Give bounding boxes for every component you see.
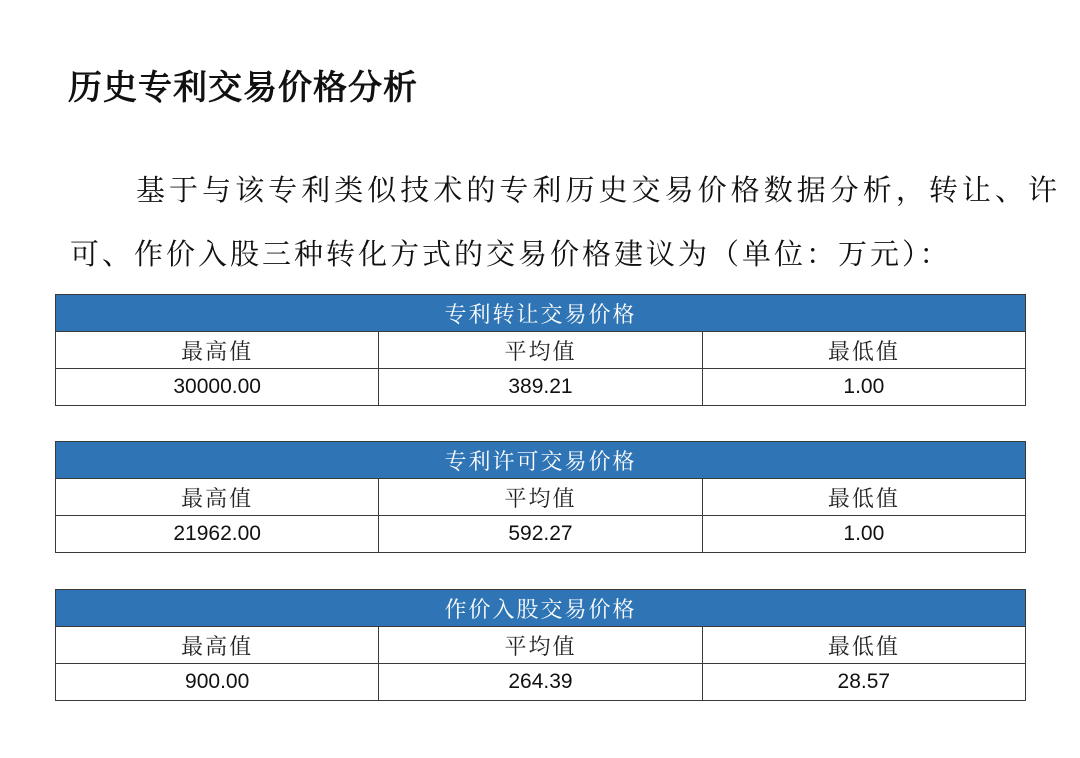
column-header-avg: 平均值 [379,627,702,664]
table-title: 作价入股交易价格 [56,590,1026,627]
page-title: 历史专利交易价格分析 [68,68,418,108]
column-header-max: 最高值 [56,479,379,516]
transfer-price-table [55,294,1026,406]
column-header-min: 最低值 [702,332,1025,369]
max-value: 900.00 [56,664,379,701]
column-header-avg: 平均值 [379,479,702,516]
column-header-max: 最高值 [56,627,379,664]
min-value: 28.57 [702,664,1025,701]
column-header-min: 最低值 [702,479,1025,516]
column-header-avg: 平均值 [379,332,702,369]
min-value: 1.00 [702,516,1025,553]
max-value: 21962.00 [56,516,379,553]
intro-paragraph: 基于与该专利类似技术的专利历史交易价格数据分析，转让、许可、作价入股三种转化方式的交易价格建议为（单位：万元）： [70,173,1060,271]
column-header-max: 最高值 [56,332,379,369]
min-value: 1.00 [702,369,1025,406]
max-value: 30000.00 [56,369,379,406]
column-header-min: 最低值 [702,627,1025,664]
avg-value: 592.27 [379,516,702,553]
avg-value: 389.21 [379,369,702,406]
avg-value: 264.39 [379,664,702,701]
table-title: 专利许可交易价格 [56,442,1026,479]
table-title: 专利转让交易价格 [56,295,1026,332]
equity-investment-price-table [55,589,1026,701]
license-price-table [55,441,1026,553]
